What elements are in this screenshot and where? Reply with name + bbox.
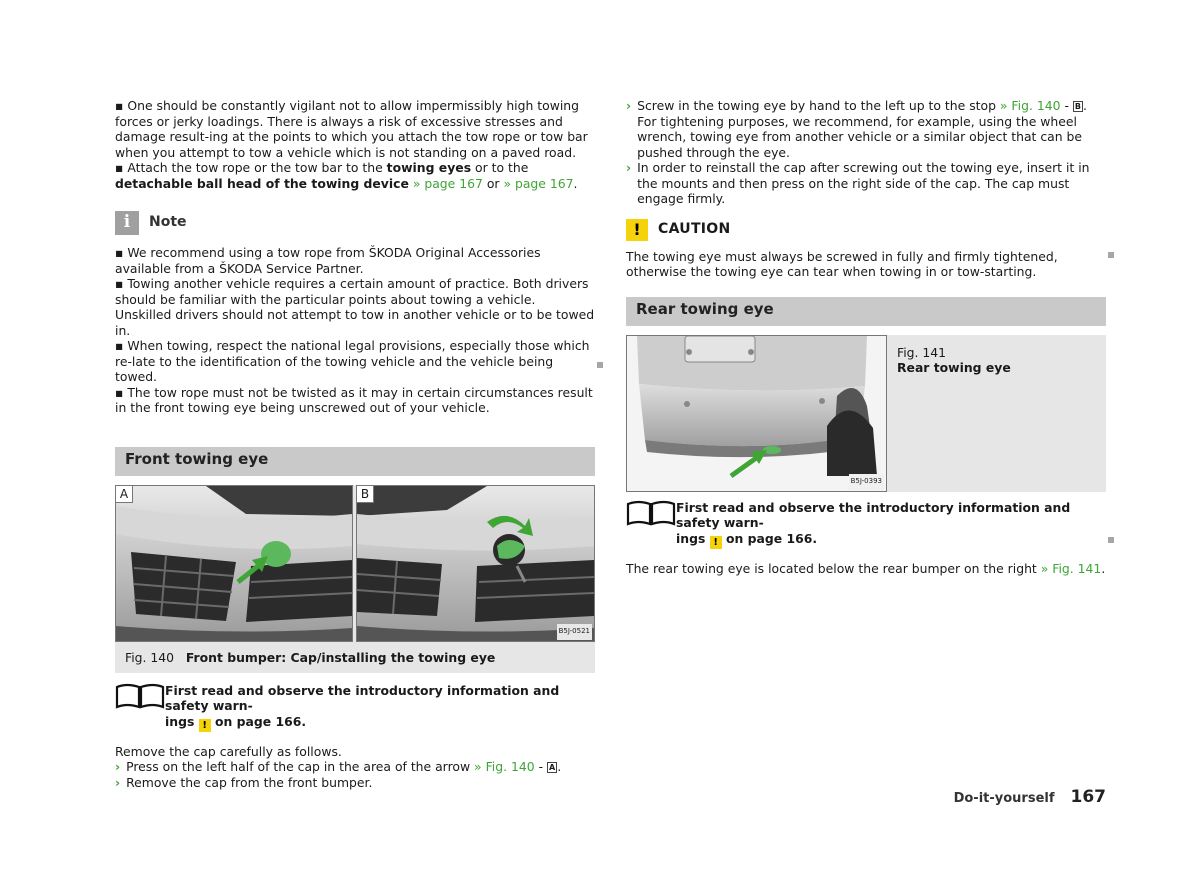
rear-bumper-image (627, 336, 886, 491)
figure-141 (626, 335, 1106, 492)
step-text (637, 98, 1106, 160)
warning-icon: ! (199, 719, 211, 732)
figure-link[interactable]: » Fig. 141 (1036, 560, 1102, 576)
book-icon (626, 500, 676, 526)
text: . (557, 759, 562, 774)
figure-link[interactable]: » Fig. 140 (995, 98, 1061, 113)
step-text: Remove the cap from the front bumper. (126, 774, 373, 790)
text: . For tightening purposes, we recommend, for example, using the wheel wrench, towing eye from another vehicle or a similar object that can be pushed through the eye. (637, 98, 1087, 160)
text: First read and observe the introductory information and safety warn- (676, 499, 1071, 530)
book-icon (115, 683, 165, 709)
text: or to the (471, 160, 529, 175)
section-end-marker (597, 362, 603, 368)
rear-eye-text (626, 561, 1106, 577)
step-text: In order to reinstall the cap after screwing out the towing eye, insert it in the mounts and then press on the right side of the cap. The cap must engage firmly. (637, 160, 1090, 206)
page-footer (954, 787, 1106, 807)
text: - (1060, 98, 1073, 113)
figure-140-panel-b (356, 485, 595, 642)
figure-title: Front bumper: Cap/installing the towing eye (185, 649, 496, 665)
read-first-notice (115, 683, 595, 732)
step-item (115, 759, 595, 775)
warning-icon: ! (626, 219, 648, 241)
figure-140 (115, 485, 595, 673)
figure-letter: A (549, 763, 556, 772)
right-column (626, 98, 1106, 576)
step-item (626, 160, 1106, 207)
front-bumper-image-a (116, 486, 352, 641)
bold-text: towing eyes (386, 160, 472, 175)
text: . (573, 175, 578, 191)
section-title-rear: Rear towing eye (626, 297, 1106, 326)
text: ings (676, 530, 706, 546)
spacer (115, 476, 595, 485)
read-first-text (165, 683, 595, 732)
spacer (115, 732, 595, 744)
note-title: Note (149, 214, 187, 231)
note-item: ▪ When towing, respect the national legal provisions, especially those which re-late to the identification of the towing vehicle and the vehicle being towed. (115, 338, 590, 384)
chevron-right-icon: › (626, 98, 632, 113)
warning-icon: ! (710, 536, 722, 549)
spacer (626, 549, 1106, 561)
paragraph-attach (115, 160, 595, 191)
spacer (115, 673, 595, 683)
figure-link[interactable]: » Fig. 140 (470, 759, 535, 774)
page-reference[interactable]: on page 166. (725, 530, 818, 546)
section-end-marker (1108, 252, 1114, 258)
figure-141-caption (897, 345, 1011, 376)
figure-code: B5J-0521 (557, 624, 592, 640)
figure-number: Fig. 141 (897, 344, 947, 360)
note-item: ▪ The tow rope must not be twisted as it may in certain circumstances result in the front towing eye being unscrewed out of your vehicle. (115, 384, 593, 415)
figure-code: B5J-0393 (849, 474, 884, 490)
front-bumper-image-b (357, 486, 594, 641)
read-first-text (676, 500, 1106, 549)
read-first-notice (626, 500, 1106, 549)
step-item (115, 775, 595, 791)
caution-header (626, 219, 1106, 241)
spacer (115, 416, 595, 447)
figure-letter: B (1074, 102, 1081, 111)
figure-141-image (626, 335, 887, 492)
page-number: 167 (1070, 787, 1106, 807)
page-link[interactable]: » page 167 (408, 175, 483, 191)
caution-title: CAUTION (658, 220, 731, 237)
text: First read and observe the introductory information and safety warn- (165, 682, 560, 713)
chevron-right-icon: › (115, 759, 121, 774)
section-title-front: Front towing eye (115, 447, 595, 476)
figure-label-b: B (357, 486, 374, 503)
caution-text: The towing eye must always be screwed in fully and firmly tightened, otherwise the towing eye can tear when towing in or tow-starting. (626, 248, 1058, 279)
figure-140-caption (125, 650, 495, 666)
text: ▪ Attach the tow rope or the tow bar to the (115, 160, 387, 175)
text: - (534, 759, 547, 774)
bold-text: detachable ball head of the towing device (115, 175, 409, 191)
figure-label-a: A (116, 486, 133, 503)
text: The rear towing eye is located below the rear bumper on the right (626, 560, 1037, 576)
remove-intro: Remove the cap carefully as follows. (115, 743, 342, 759)
footer-section: Do-it-yourself (953, 791, 1055, 806)
text: . (1101, 560, 1106, 576)
info-icon: i (115, 211, 139, 235)
text: ings (165, 713, 195, 729)
chevron-right-icon: › (626, 160, 632, 175)
spacer (626, 280, 1106, 297)
section-end-marker (1108, 537, 1114, 543)
note-item: ▪ We recommend using a tow rope from ŠKODA Original Accessories available from a ŠKODA Service Partner. (115, 245, 541, 276)
figure-140-panel-a (115, 485, 353, 642)
figure-number: Fig. 140 (125, 649, 175, 665)
text: or (482, 175, 504, 191)
step-item (626, 98, 1106, 160)
note-header (115, 211, 595, 235)
step-text (126, 759, 561, 775)
text: Press on the left half of the cap in the area of the arrow (126, 759, 471, 774)
paragraph-towing-forces: ▪ One should be constantly vigilant not to allow impermissibly high towing forces or jerky loadings. There is always a risk of excessive stresses and damage result-ing at the points to which you attach the tow rope or tow bar when you attempt to tow a vehicle which is not standing on a paved road. (115, 98, 588, 160)
chevron-right-icon: › (115, 774, 121, 790)
page-reference[interactable]: on page 166. (214, 713, 307, 729)
text: Screw in the towing eye by hand to the left up to the stop (637, 98, 996, 113)
page-link[interactable]: » page 167 (503, 175, 574, 191)
figure-title: Rear towing eye (897, 360, 1011, 375)
spacer (626, 492, 1106, 500)
left-column (115, 98, 595, 790)
note-item: ▪ Towing another vehicle requires a certain amount of practice. Both drivers should be familiar with the particular points about towing a vehicle. Unskilled drivers should not attempt to tow in another vehicle or to be towed in. (115, 276, 595, 338)
spacer (626, 326, 1106, 335)
